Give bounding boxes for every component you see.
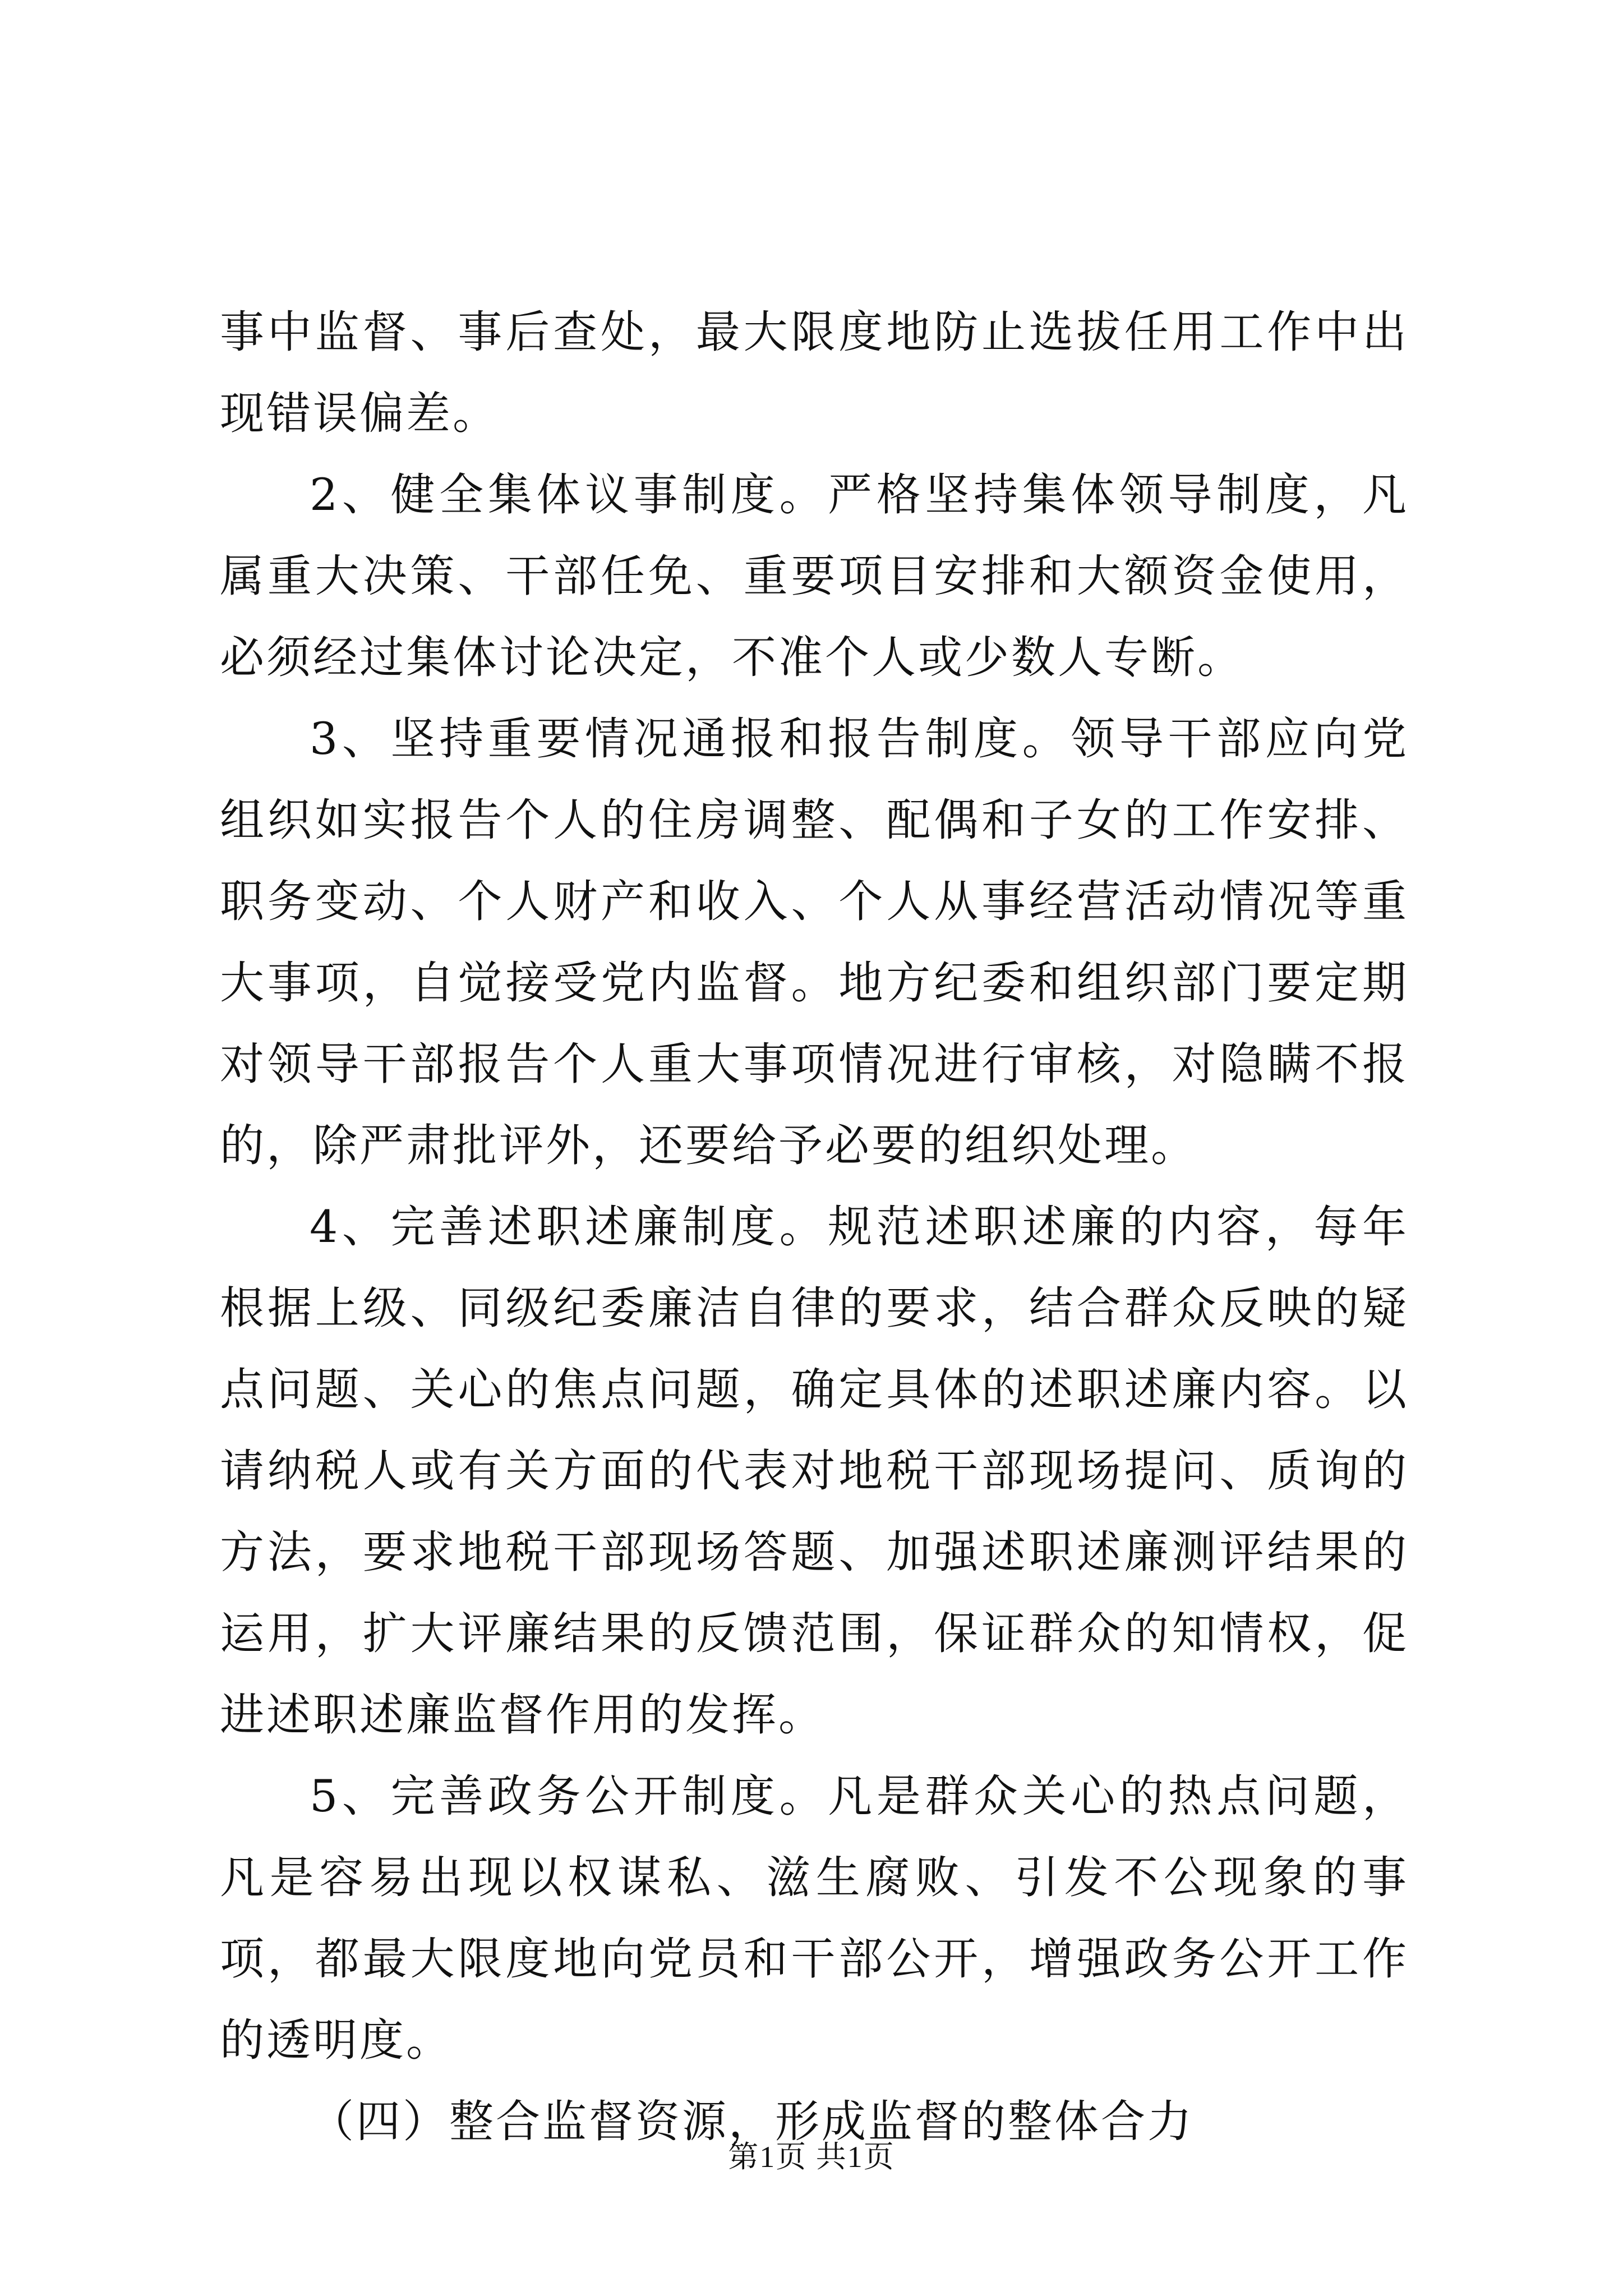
section-heading: （四）整合监督资源，形成监督的整体合力: [310, 2096, 1194, 2147]
paragraph-continuation: 事中监督、事后查处，最大限度地防止选拔任用工作中出现错误偏差。: [220, 306, 1409, 439]
paragraph-item-5: 5、完善政务公开制度。凡是群众关心的热点问题，凡是容易出现以权谋私、滋生腐败、引发不公现象的事项，都最大限度地向党员和干部公开，增强政务公开工作的透明度。: [220, 1770, 1409, 2066]
page-footer: 第1页 共1页: [728, 2140, 895, 2174]
paragraph-item-2: 2、健全集体议事制度。严格坚持集体领导制度，凡属重大决策、干部任免、重要项目安排和大额资金使用，必须经过集体讨论决定，不准个人或少数人专断。: [220, 469, 1409, 683]
paragraph-item-4: 4、完善述职述廉制度。规范述职述廉的内容，每年根据上级、同级纪委廉洁自律的要求，结合群众反映的疑点问题、关心的焦点问题，确定具体的述职述廉内容。以请纳税人或有关方面的代表对地税干部现场提问、质询的方法，要求地税干部现场答题、加强述职述廉测评结果的运用，扩大评廉结果的反馈范围，保证群众的知情权，促进述职述廉监督作用的发挥。: [220, 1201, 1409, 1741]
paragraph-item-3: 3、坚持重要情况通报和报告制度。领导干部应向党组织如实报告个人的住房调整、配偶和子女的工作安排、职务变动、个人财产和收入、个人从事经营活动情况等重大事项，自觉接受党内监督。地方纪委和组织部门要定期对领导干部报告个人重大事项情况进行审核，对隐瞒不报的，除严肃批评外，还要给予必要的组织处理。: [220, 713, 1409, 1171]
document-body: [220, 292, 1409, 2162]
